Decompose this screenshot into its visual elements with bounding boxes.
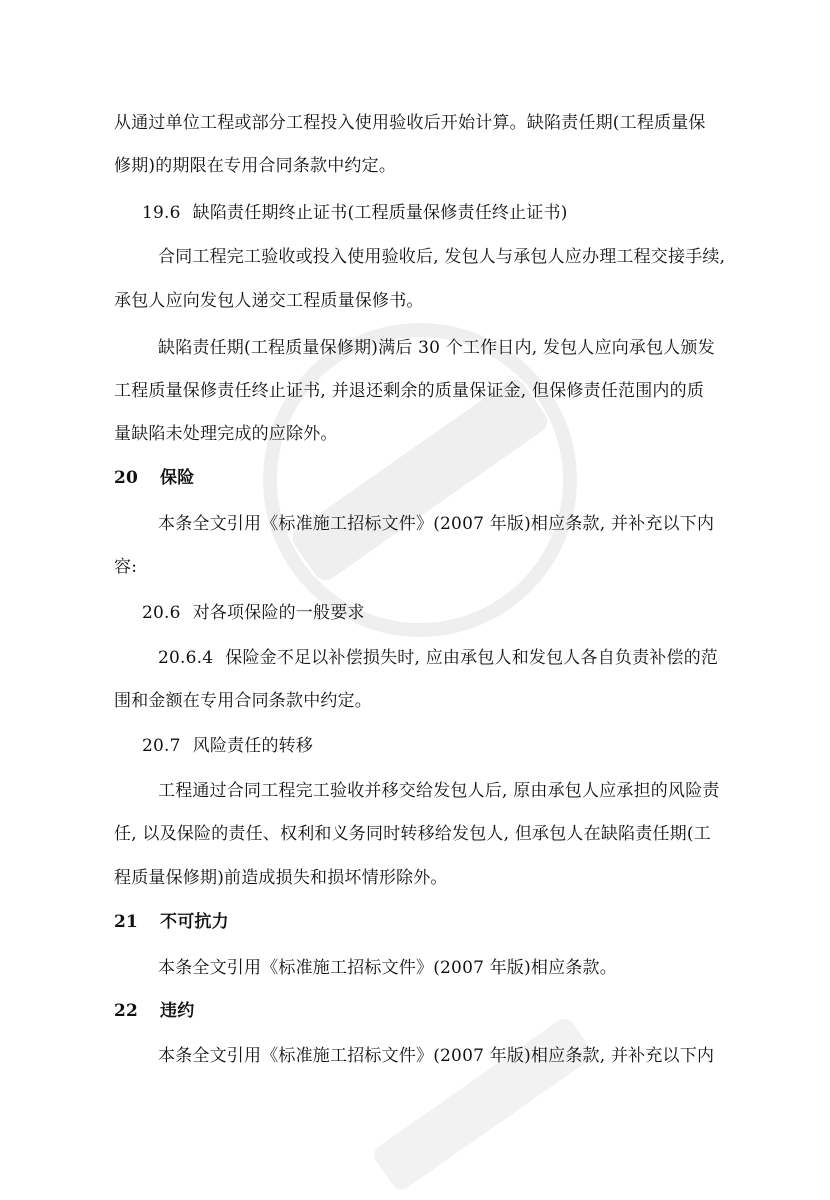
watermark-icon	[330, 1000, 630, 1200]
clause-number: 20.7	[142, 736, 181, 756]
clause-20-7-heading	[142, 734, 313, 758]
section-title: 违约	[160, 1001, 195, 1021]
paragraph-line: 缺陷责任期(工程质量保修期)满后 30 个工作日内, 发包人应向承包人颁发	[158, 338, 715, 358]
clause-title: 对各项保险的一般要求	[192, 603, 365, 623]
paragraph-line: 量缺陷未处理完成的应除外。	[114, 424, 338, 444]
section-number: 22	[114, 1001, 139, 1021]
clause-number: 20.6	[142, 603, 181, 623]
section-22-heading	[114, 999, 194, 1023]
section-title: 保险	[160, 468, 195, 488]
clause-title: 缺陷责任期终止证书(工程质量保修责任终止证书)	[192, 203, 568, 223]
clause-19-6-heading	[142, 201, 568, 225]
paragraph-line: 容:	[114, 557, 138, 577]
paragraph-line: 围和金额在专用合同条款中约定。	[114, 691, 372, 711]
paragraph-line: 程质量保修期)前造成损失和损坏情形除外。	[114, 868, 448, 888]
paragraph-line: 修期)的期限在专用合同条款中约定。	[114, 156, 397, 176]
paragraph-line: 合同工程完工验收或投入使用验收后, 发包人与承包人应办理工程交接手续,	[158, 247, 726, 267]
paragraph-line: 任, 以及保险的责任、权利和义务同时转移给发包人, 但承包人在缺陷责任期(工	[114, 824, 711, 844]
clause-number: 20.6.4	[158, 648, 214, 668]
paragraph-line: 工程通过合同工程完工验收并移交给发包人后, 原由承包人应承担的风险责	[158, 781, 720, 801]
paragraph-line: 本条全文引用《标准施工招标文件》(2007 年版)相应条款, 并补充以下内	[158, 1046, 715, 1066]
section-20-heading	[114, 466, 194, 490]
clause-20-6-heading	[142, 601, 365, 625]
paragraph-line: 本条全文引用《标准施工招标文件》(2007 年版)相应条款, 并补充以下内	[158, 514, 715, 534]
paragraph-line: 工程质量保修责任终止证书, 并退还剩余的质量保证金, 但保修责任范围内的质	[114, 381, 705, 401]
section-title: 不可抗力	[160, 912, 229, 932]
paragraph-line: 本条全文引用《标准施工招标文件》(2007 年版)相应条款。	[158, 958, 617, 978]
section-21-heading	[114, 910, 229, 934]
clause-20-6-4-line	[158, 646, 718, 670]
section-number: 21	[114, 912, 139, 932]
paragraph-text: 保险金不足以补偿损失时, 应由承包人和发包人各自负责补偿的范	[225, 648, 719, 668]
paragraph-line: 从通过单位工程或部分工程投入使用验收后开始计算。缺陷责任期(工程质量保	[114, 113, 706, 133]
clause-number: 19.6	[142, 203, 181, 223]
section-number: 20	[114, 468, 139, 488]
clause-title: 风险责任的转移	[192, 736, 314, 756]
paragraph-line: 承包人应向发包人递交工程质量保修书。	[114, 291, 424, 311]
